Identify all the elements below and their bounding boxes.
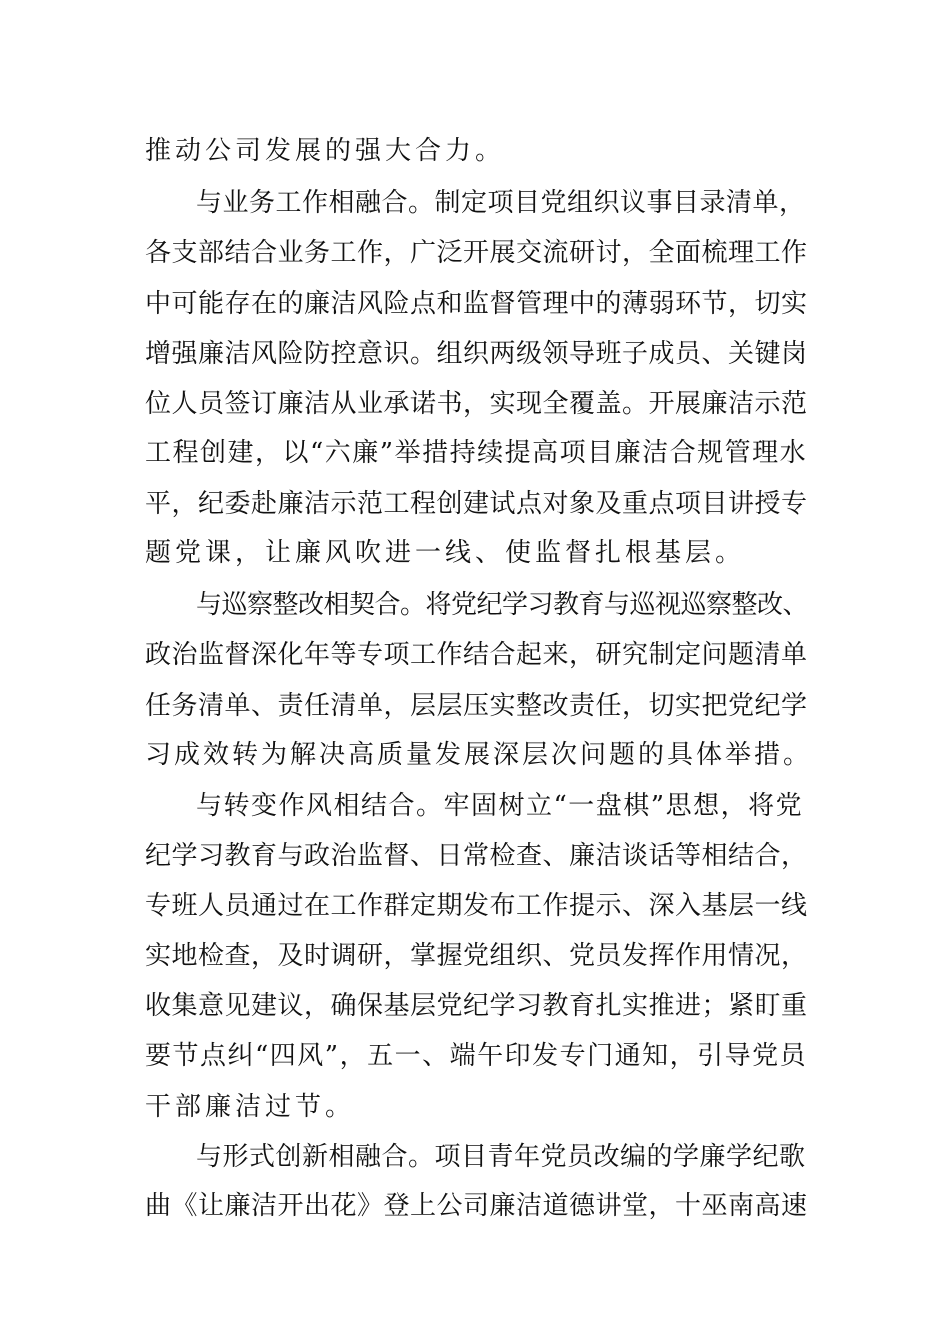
- text-line: 工程创建，以“六廉”举措持续提高项目廉洁合规管理水: [145, 438, 808, 468]
- text-line: 各支部结合业务工作，广泛开展交流研讨，全面梳理工作: [145, 238, 808, 268]
- text-line: 政治监督深化年等专项工作结合起来，研究制定问题清单: [145, 640, 808, 670]
- paragraph-first-line: 与业务工作相融合。制定项目党组织议事目录清单，: [196, 188, 806, 218]
- text-line: 干部廉洁过节。: [145, 1092, 356, 1122]
- text-line: 实地检查，及时调研，掌握党组织、党员发挥作用情况，: [145, 941, 808, 971]
- text-line: 要节点纠“四风”，五一、端午印发专门通知，引导党员: [145, 1041, 808, 1071]
- text-line: 题党课，让廉风吹进一线、使监督扎根基层。: [145, 538, 746, 568]
- text-line: 中可能存在的廉洁风险点和监督管理中的薄弱环节，切实: [145, 289, 808, 319]
- text-line: 增强廉洁风险防控意识。组织两级领导班子成员、关键岗: [145, 339, 808, 369]
- text-line: 纪学习教育与政治监督、日常检查、廉洁谈话等相结合，: [145, 841, 808, 871]
- text-line: 收集意见建议，确保基层党纪学习教育扎实推进；紧盯重: [145, 991, 808, 1021]
- text-line: 专班人员通过在工作群定期发布工作提示、深入基层一线: [145, 891, 808, 921]
- text-line: 曲《让廉洁开出花》登上公司廉洁道德讲堂，十巫南高速: [145, 1191, 808, 1221]
- text-line: 任务清单、责任清单，层层压实整改责任，切实把党纪学: [145, 691, 808, 721]
- paragraph-first-line: 与巡察整改相契合。将党纪学习教育与巡视巡察整改、: [196, 590, 809, 620]
- paragraph-first-line: 与转变作风相结合。牢固树立“一盘棋”思想，将党: [196, 791, 804, 821]
- text-line: 平，纪委赴廉洁示范工程创建试点对象及重点项目讲授专: [145, 489, 808, 519]
- paragraph-first-line: 与形式创新相融合。项目青年党员改编的学廉学纪歌: [196, 1142, 806, 1172]
- text-line: 推动公司发展的强大合力。: [145, 136, 506, 166]
- text-line: 习成效转为解决高质量发展深层次问题的具体举措。: [145, 740, 813, 770]
- text-line: 位人员签订廉洁从业承诺书，实现全覆盖。开展廉洁示范: [145, 389, 808, 419]
